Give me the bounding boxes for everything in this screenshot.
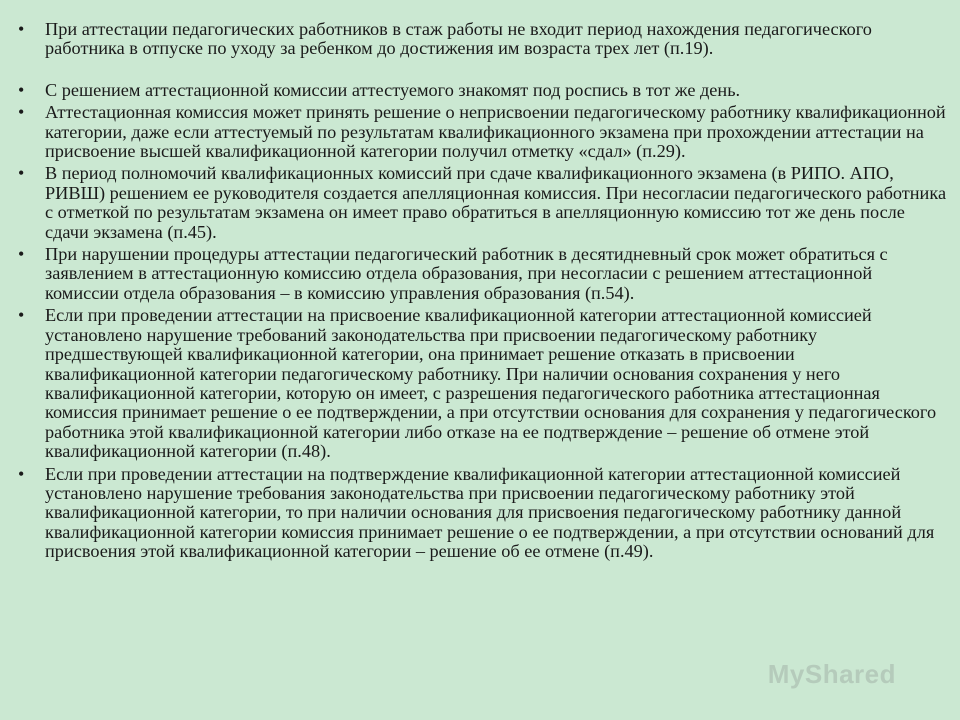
list-item — [18, 81, 948, 100]
list-item-text: В период полномочий квалификационных комиссий при сдаче квалификационного экзамена (в РИПО. АПО, РИВШ) решением ее руководителя создается апелляционная комиссия. При несогласии педагогического работника с отметкой по результатам экзамена он имеет право обратиться в апелляционную комиссию тот же день после сдачи экзамена (п.45). — [45, 163, 947, 242]
watermark-logo: MyShared — [767, 659, 896, 689]
bullet-marker: • — [18, 305, 25, 326]
bullet-marker: • — [18, 102, 25, 123]
bullet-marker: • — [18, 19, 25, 39]
list-item-text: При нарушении процедуры аттестации педагогический работник в десятидневный срок может обратиться с заявлением в аттестационную комиссию отдела образования, при несогласии с решением аттестационной комиссии отдела образования – в комиссию управления образования (п.54). — [45, 244, 888, 303]
list-item — [18, 20, 948, 59]
list-item — [18, 103, 948, 161]
list-item-text: С решением аттестационной комиссии аттестуемого знакомят под роспись в тот же день. — [45, 79, 741, 100]
bullet-marker: • — [18, 163, 25, 184]
list-item-text: Если при проведении аттестации на подтверждение квалификационной категории аттестационной комиссией установлено нарушение требования законодательства при присвоении педагогическому работнику этой квалификационной категории, то при наличии основания для присвоения педагогическому работнику данной квалификационной категории комиссия принимает решение о ее подтверждении, а при отсутствии оснований для присвоения этой квалификационной категории – решение об ее отмене (п.49). — [45, 463, 935, 562]
list-item — [18, 465, 948, 562]
list-item — [18, 164, 948, 242]
bullet-marker: • — [18, 79, 25, 100]
bullet-list — [18, 20, 948, 565]
list-item — [18, 245, 948, 303]
bullet-marker: • — [18, 244, 25, 265]
list-item — [18, 306, 948, 461]
list-item-text: Если при проведении аттестации на присвоение квалификационной категории аттестационной комиссией установлено нарушение требований законодательства при присвоении педагогическому работнику предшествующей квалификационной категории, она принимает решение отказать в присвоении квалификационной категории педагогическому работнику. При наличии основания сохранения у него квалификационной категории, которую он имеет, с разрешения педагогического работника аттестационная комиссия принимает решение о ее подтверждении, а при отсутствии основания для сохранения у педагогического работника этой квалификационной категории либо отказе на ее подтверждение – решение об отмене этой квалификационной категории (п.48). — [45, 305, 937, 462]
bullet-marker: • — [18, 463, 25, 484]
list-item-text: Аттестационная комиссия может принять решение о неприсвоении педагогическому работнику квалификационной категории, даже если аттестуемый по результатам квалификационного экзамена при прохождении аттестации на присвоение высшей квалификационной категории получил отметку «сдал» (п.29). — [45, 102, 946, 162]
list-item-text: При аттестации педагогических работников в стаж работы не входит период нахождения педагогического работника в отпуске по уходу за ребенком до достижения им возраста трех лет (п.19). — [45, 19, 872, 59]
